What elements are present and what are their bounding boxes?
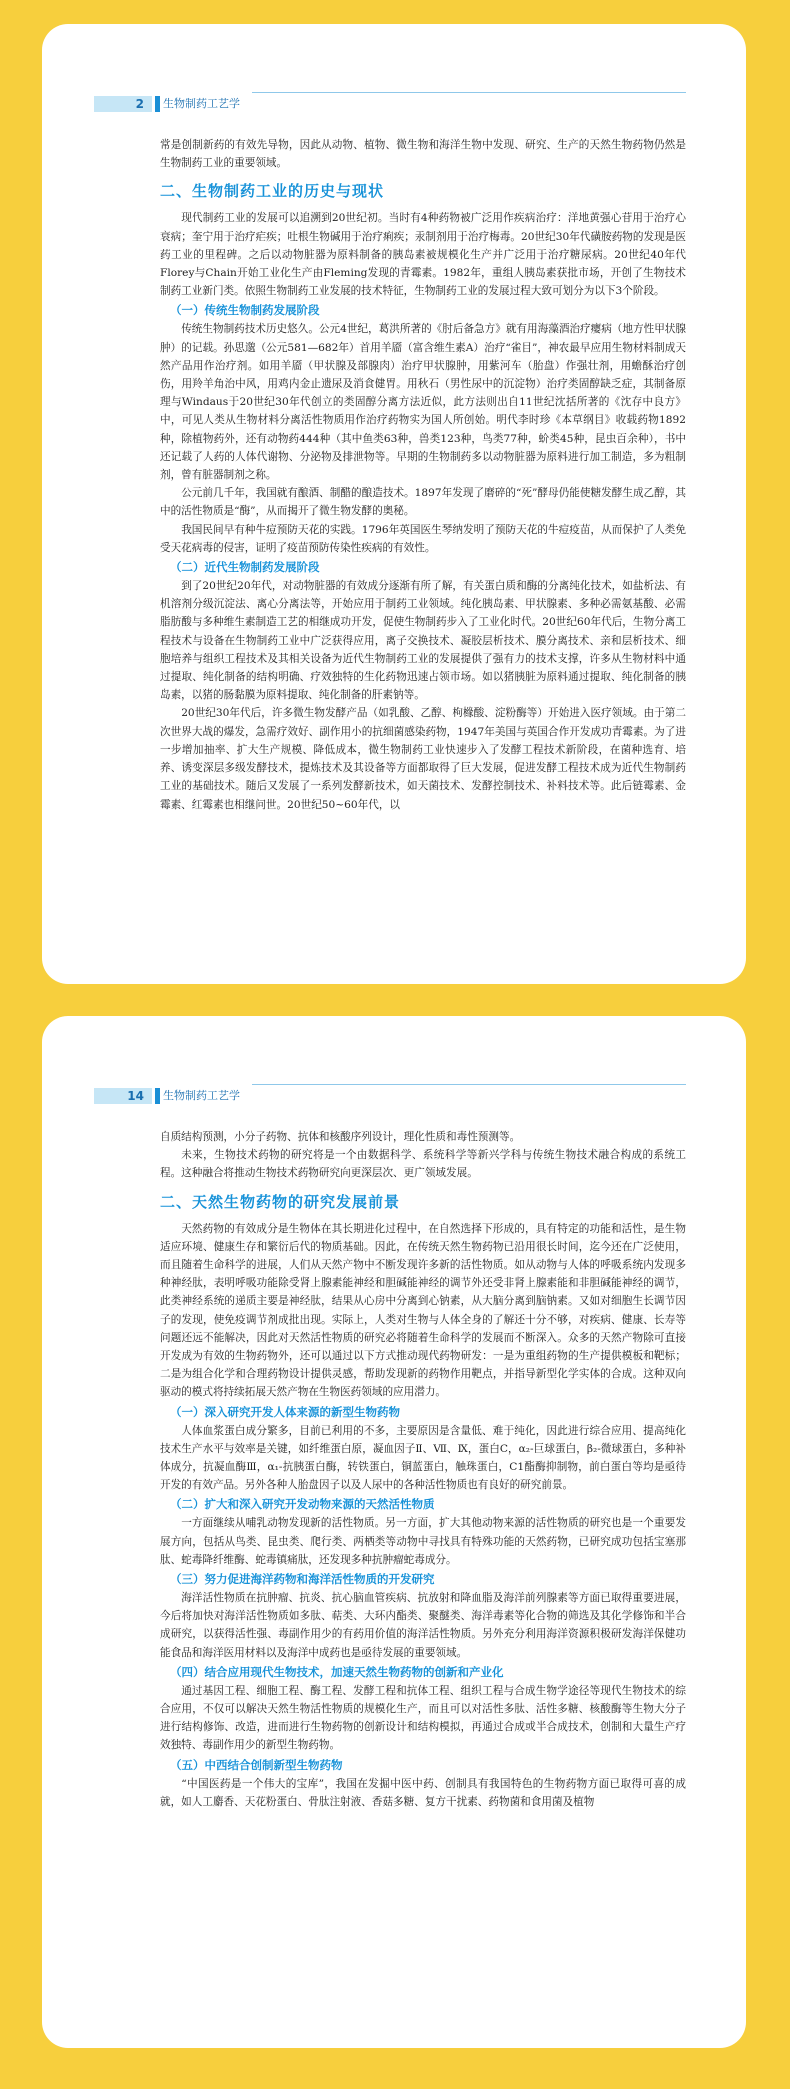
subsection-heading: （二）扩大和深入研究开发动物来源的天然活性物质	[170, 1497, 435, 1512]
header-rule	[252, 1084, 686, 1085]
header-accent-bar	[155, 1088, 160, 1104]
paragraph: 天然药物的有效成分是生物体在其长期进化过程中，在自然选择下形成的，具有特定的功能和活性，是生物适应环境、健康生存和繁衍后代的物质基础。因此，在传统天然生物药物已沿用很长时间，迄今还在广泛使用，而且随着生命科学的进展，人们从天然产物中不断发现许多新的活性物质。如从动物与人体的呼吸系统内发现多种神经肽，表明呼吸功能除受肾上腺素能神经和胆碱能神经的调节外还受非肾上腺素能和非胆碱能神经的调节，此类神经系统的递质主要是神经肽，结果从心房中分离到心钠素，从大脑分离到脑钠素。又如对细胞生长调节因子的发现，使免疫调节剂成批出现。实际上，人类对生物与人体全身的了解还十分不够，对疾病、健康、长寿等问题还远不能解决，因此对天然活性物质的研究必将随着生命科学的发展而不断深入。众多的天然产物除可直接开发成为有效的生物药物外，还可以通过以下方式推动现代药物研发：一是为重组药物的生产提供模板和靶标；二是为组合化学和合理药物设计提供灵感，帮助发现新的药物作用靶点，并指导新型化学实体的合成。这种双向驱动的模式将持续拓展天然产物在生物医药领域的应用潜力。	[160, 1222, 686, 1399]
paragraph: 人体血浆蛋白成分繁多，目前已利用的不多，主要原因是含量低、难于纯化，因此进行综合应用、提高纯化技术生产水平与效率是关键，如纤维蛋白原，凝血因子Ⅱ、Ⅶ、Ⅸ，蛋白C，α₂-巨球蛋白，β₂-微球蛋白，多种补体成分，抗凝血酶Ⅲ，α₁-抗胰蛋白酶，转铁蛋白，铜蓝蛋白，触珠蛋白，C1酯酶抑制物，前白蛋白等均是亟待开发的有效产品。另外各种人胎盘因子以及人尿中的各种活性物质也有良好的研究前景。	[160, 1424, 686, 1492]
book-title: 生物制药工艺学	[163, 1089, 240, 1102]
paragraph: 20世纪30年代后，许多微生物发酵产品（如乳酸、乙醇、枸橼酸、淀粉酶等）开始进入医疗领域。由于第二次世界大战的爆发，急需疗效好、副作用小的抗细菌感染药物，1947年美国与英国合作开发成功青霉素。为了进一步增加抽率、扩大生产规模、降低成本，微生物制药工业快速步入了发酵工程技术新阶段，在菌种选育、培养、诱变深层多级发酵技术，提炼技术及其设备等方面都取得了巨大发展，促进发酵工程技术成为近代生物制药工业的基础技术。随后又发展了一系列发酵新技术，如天菌技术、发酵控制技术、补料技术等。此后链霉素、金霉素、红霉素也相继问世。20世纪50~60年代，以	[160, 707, 686, 811]
paragraph: 传统生物制药技术历史悠久。公元4世纪，葛洪所著的《肘后备急方》就有用海藻酒治疗瘿病（地方性甲状腺肿）的记载。孙思邈（公元581—682年）首用羊靥（富含维生素A）治疗“雀目”，神农最早应用生物材料制成天然产品用作治疗剂。如用羊靥（甲状腺及部腺肉）治疗甲状腺肿，用紫河车（胎盘）作强壮剂，用蟾酥治疗创伤，用羚羊角治中风，用鸡内金止遗尿及消食健胃。用秋石（男性尿中的沉淀物）治疗类固醇缺乏症，其制备原理与Windaus于20世纪30年代创立的类固醇分离方法近似，此方法则出自11世纪沈括所著的《沈存中良方》中，可见人类从生物材料分离活性物质用作治疗药物实为国人所创始。明代李时珍《本草纲目》收载药物1892种，除植物药外，还有动物药444种（其中鱼类63种，兽类123种，鸟类77种，蚧类45种，昆虫百余种），书中还记载了人药的人体代谢物、分泌物及排泄物等。早期的生物制药多以动物脏器为原料进行加工制造，多为粗制剂，曾有脏器制剂之称。	[160, 323, 686, 482]
page-number: 14	[94, 1088, 152, 1104]
paragraph: 一方面继续从哺乳动物发现新的活性物质。另一方面，扩大其他动物来源的活性物质的研究也是一个重要发展方向，包括从鸟类、昆虫类、爬行类、两栖类等动物中寻找具有特殊功能的天然药物，已研究成功包括宝塞那肽、蛇毒降纤维酶、蛇毒镇痛肽，还发现多种抗肿瘤蛇毒成分。	[160, 1517, 686, 1566]
paragraph: 海洋活性物质在抗肿瘤、抗炎、抗心脑血管疾病、抗放射和降血脂及海洋前列腺素等方面已取得重要进展，今后将加快对海洋活性物质如多肽、萜类、大环内酯类、聚醚类、海洋毒素等化合物的筛选及其化学修饰和半合成研究，以获得活性强、毒副作用少的有药用价值的海洋活性物质。另外充分利用海洋资源积极研发海洋保健功能食品和海洋医用材料以及海洋中成药也是亟待发展的重要领域。	[160, 1592, 686, 1659]
section-heading: 二、天然生物药物的研究发展前景	[160, 1192, 401, 1211]
paragraph: 公元前几千年，我国就有酿酒、制醋的酿造技术。1897年发现了磨碎的“死”酵母仍能使糖发酵生成乙醇，其中的活性物质是“酶”，从而揭开了微生物发酵的奥秘。	[160, 487, 686, 518]
page-number: 2	[94, 96, 152, 112]
subsection-heading: （三）努力促进海洋药物和海洋活性物质的开发研究	[170, 1572, 435, 1587]
subsection-heading: （二）近代生物制药发展阶段	[170, 560, 320, 575]
page-header	[127, 1082, 686, 1104]
paragraph: 常是创制新药的有效先导物，因此从动物、植物、微生物和海洋生物中发现、研究、生产的天然生物药物仍然是生物制药工业的重要领域。	[160, 139, 686, 170]
paragraph: 现代制药工业的发展可以追溯到20世纪初。当时有4种药物被广泛用作疾病治疗：洋地黄强心苷用于治疗心衰病；奎宁用于治疗疟疾；吐根生物碱用于治疗痢疾；汞制剂用于治疗梅毒。20世纪30年代磺胺药物的发现是医药工业的里程碑。之后以动物脏器为原料制备的胰岛素被规模化生产并广泛用于治疗糖尿病。20世纪40年代Florey与Chain开始工业化生产由Fleming发现的青霉素。1982年，重组人胰岛素获批市场，开创了生物技术制药工业新门类。依照生物制药工业发展的技术特征，生物制药工业的发展过程大致可划分为以下3个阶段。	[160, 212, 686, 298]
subsection-heading: （一）传统生物制药发展阶段	[170, 303, 320, 318]
book-page-2	[42, 1016, 746, 2048]
section-heading: 二、生物制药工业的历史与现状	[160, 182, 385, 201]
paragraph: 到了20世纪20年代，对动物脏器的有效成分逐渐有所了解，有关蛋白质和酶的分离纯化技术，如盐析法、有机溶剂分级沉淀法、离心分离法等，开始应用于制药工业领域。纯化胰岛素、甲状腺素、多种必需氨基酸、必需脂肪酸与多种维生素制造工艺的相继成功开发，促使生物制药步入了工业化时代。20世纪60年代后，生物分离工程技术与设备在生物制药工业中广泛获得应用，离子交换技术、凝胶层析技术、膜分离技术、亲和层析技术、细胞培养与组织工程技术及其相关设备为近代生物制药工业的发展提供了强有力的技术支撑，许多从生物材料中通过提取、纯化制备的结构明确、疗效独特的生化药物迅速占领市场。如以猪胰脏为原料通过提取、纯化制备的胰岛素，以猪的肠黏膜为原料提取、纯化制备的肝素钠等。	[160, 580, 686, 702]
paragraph: 未来，生物技术药物的研究将是一个由数据科学、系统科学等新兴学科与传统生物技术融合构成的系统工程。这种融合将推动生物技术药物研究向更深层次、更广领域发展。	[160, 1149, 686, 1180]
paragraph: “中国医药是一个伟大的宝库”，我国在发掘中医中药、创制具有我国特色的生物药物方面已取得可喜的成就，如人工麝香、天花粉蛋白、骨肽注射液、香菇多糖、复方干扰素、药物菌和食用菌及植物	[160, 1777, 686, 1808]
book-title: 生物制药工艺学	[163, 97, 240, 110]
paragraph: 通过基因工程、细胞工程、酶工程、发酵工程和抗体工程、组织工程与合成生物学途径等现代生物技术的综合应用，不仅可以解决天然生物活性物质的规模化生产，而且可以对活性多肽、活性多糖、核酸酶等生物大分子进行结构修饰、改造，进而进行生物药物的创新设计和结构模拟，再通过合成或半合成技术，创制和大量生产疗效独特、毒副作用少的新型生物药物。	[160, 1684, 686, 1752]
header-rule	[252, 92, 686, 93]
paragraph: 我国民间早有种牛痘预防天花的实践。1796年英国医生琴纳发明了预防天花的牛痘疫苗，从而保护了人类免受天花病毒的侵害，证明了疫苗预防传染性疾病的有效性。	[160, 523, 686, 554]
paragraph: 自质结构预测，小分子药物、抗体和核酸序列设计，理化性质和毒性预测等。	[160, 1131, 521, 1143]
book-page-1	[42, 24, 746, 984]
subsection-heading: （一）深入研究开发人体来源的新型生物药物	[170, 1404, 400, 1419]
subsection-heading: （四）结合应用现代生物技术，加速天然生物药物的创新和产业化	[170, 1664, 504, 1679]
header-accent-bar	[155, 96, 160, 112]
subsection-heading: （五）中西结合创制新型生物药物	[170, 1757, 343, 1772]
page-header	[132, 90, 686, 112]
